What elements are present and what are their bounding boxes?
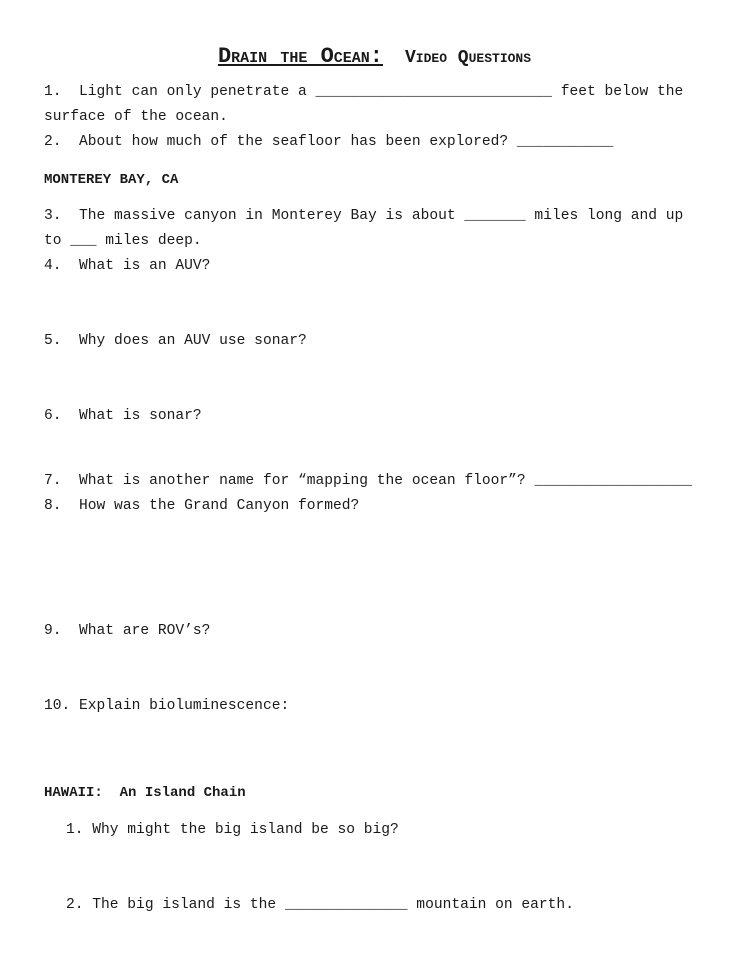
question-3-line-2: to ___ miles deep. <box>44 233 202 249</box>
title-main: Drain the Ocean: <box>217 44 383 69</box>
question-1-line-1: 1. Light can only penetrate a ___________________________ feet below the <box>44 84 684 100</box>
question-6: 6. What is sonar? <box>44 408 202 424</box>
section-heading-monterey: MONTEREY BAY, CA <box>44 172 179 188</box>
question-8: 8. How was the Grand Canyon formed? <box>44 498 360 514</box>
question-2: 2. About how much of the seafloor has been explored? ___________ <box>44 134 614 150</box>
question-4: 4. What is an AUV? <box>44 258 211 274</box>
question-3-line-1: 3. The massive canyon in Monterey Bay is about _______ miles long and up <box>44 208 684 224</box>
question-10: 10. Explain bioluminescence: <box>44 698 290 714</box>
section-heading-hawaii: HAWAII: An Island Chain <box>44 785 246 801</box>
question-7: 7. What is another name for “mapping the ocean floor”? __________________ <box>44 473 693 489</box>
title-sub: Video Questions <box>405 48 532 68</box>
question-1-line-2: surface of the ocean. <box>44 109 228 125</box>
hawaii-question-2: 2. The big island is the ______________ mountain on earth. <box>66 897 574 913</box>
hawaii-question-1: 1. Why might the big island be so big? <box>66 822 399 838</box>
question-5: 5. Why does an AUV use sonar? <box>44 333 307 349</box>
question-9: 9. What are ROV’s? <box>44 623 211 639</box>
worksheet-title <box>0 44 749 69</box>
